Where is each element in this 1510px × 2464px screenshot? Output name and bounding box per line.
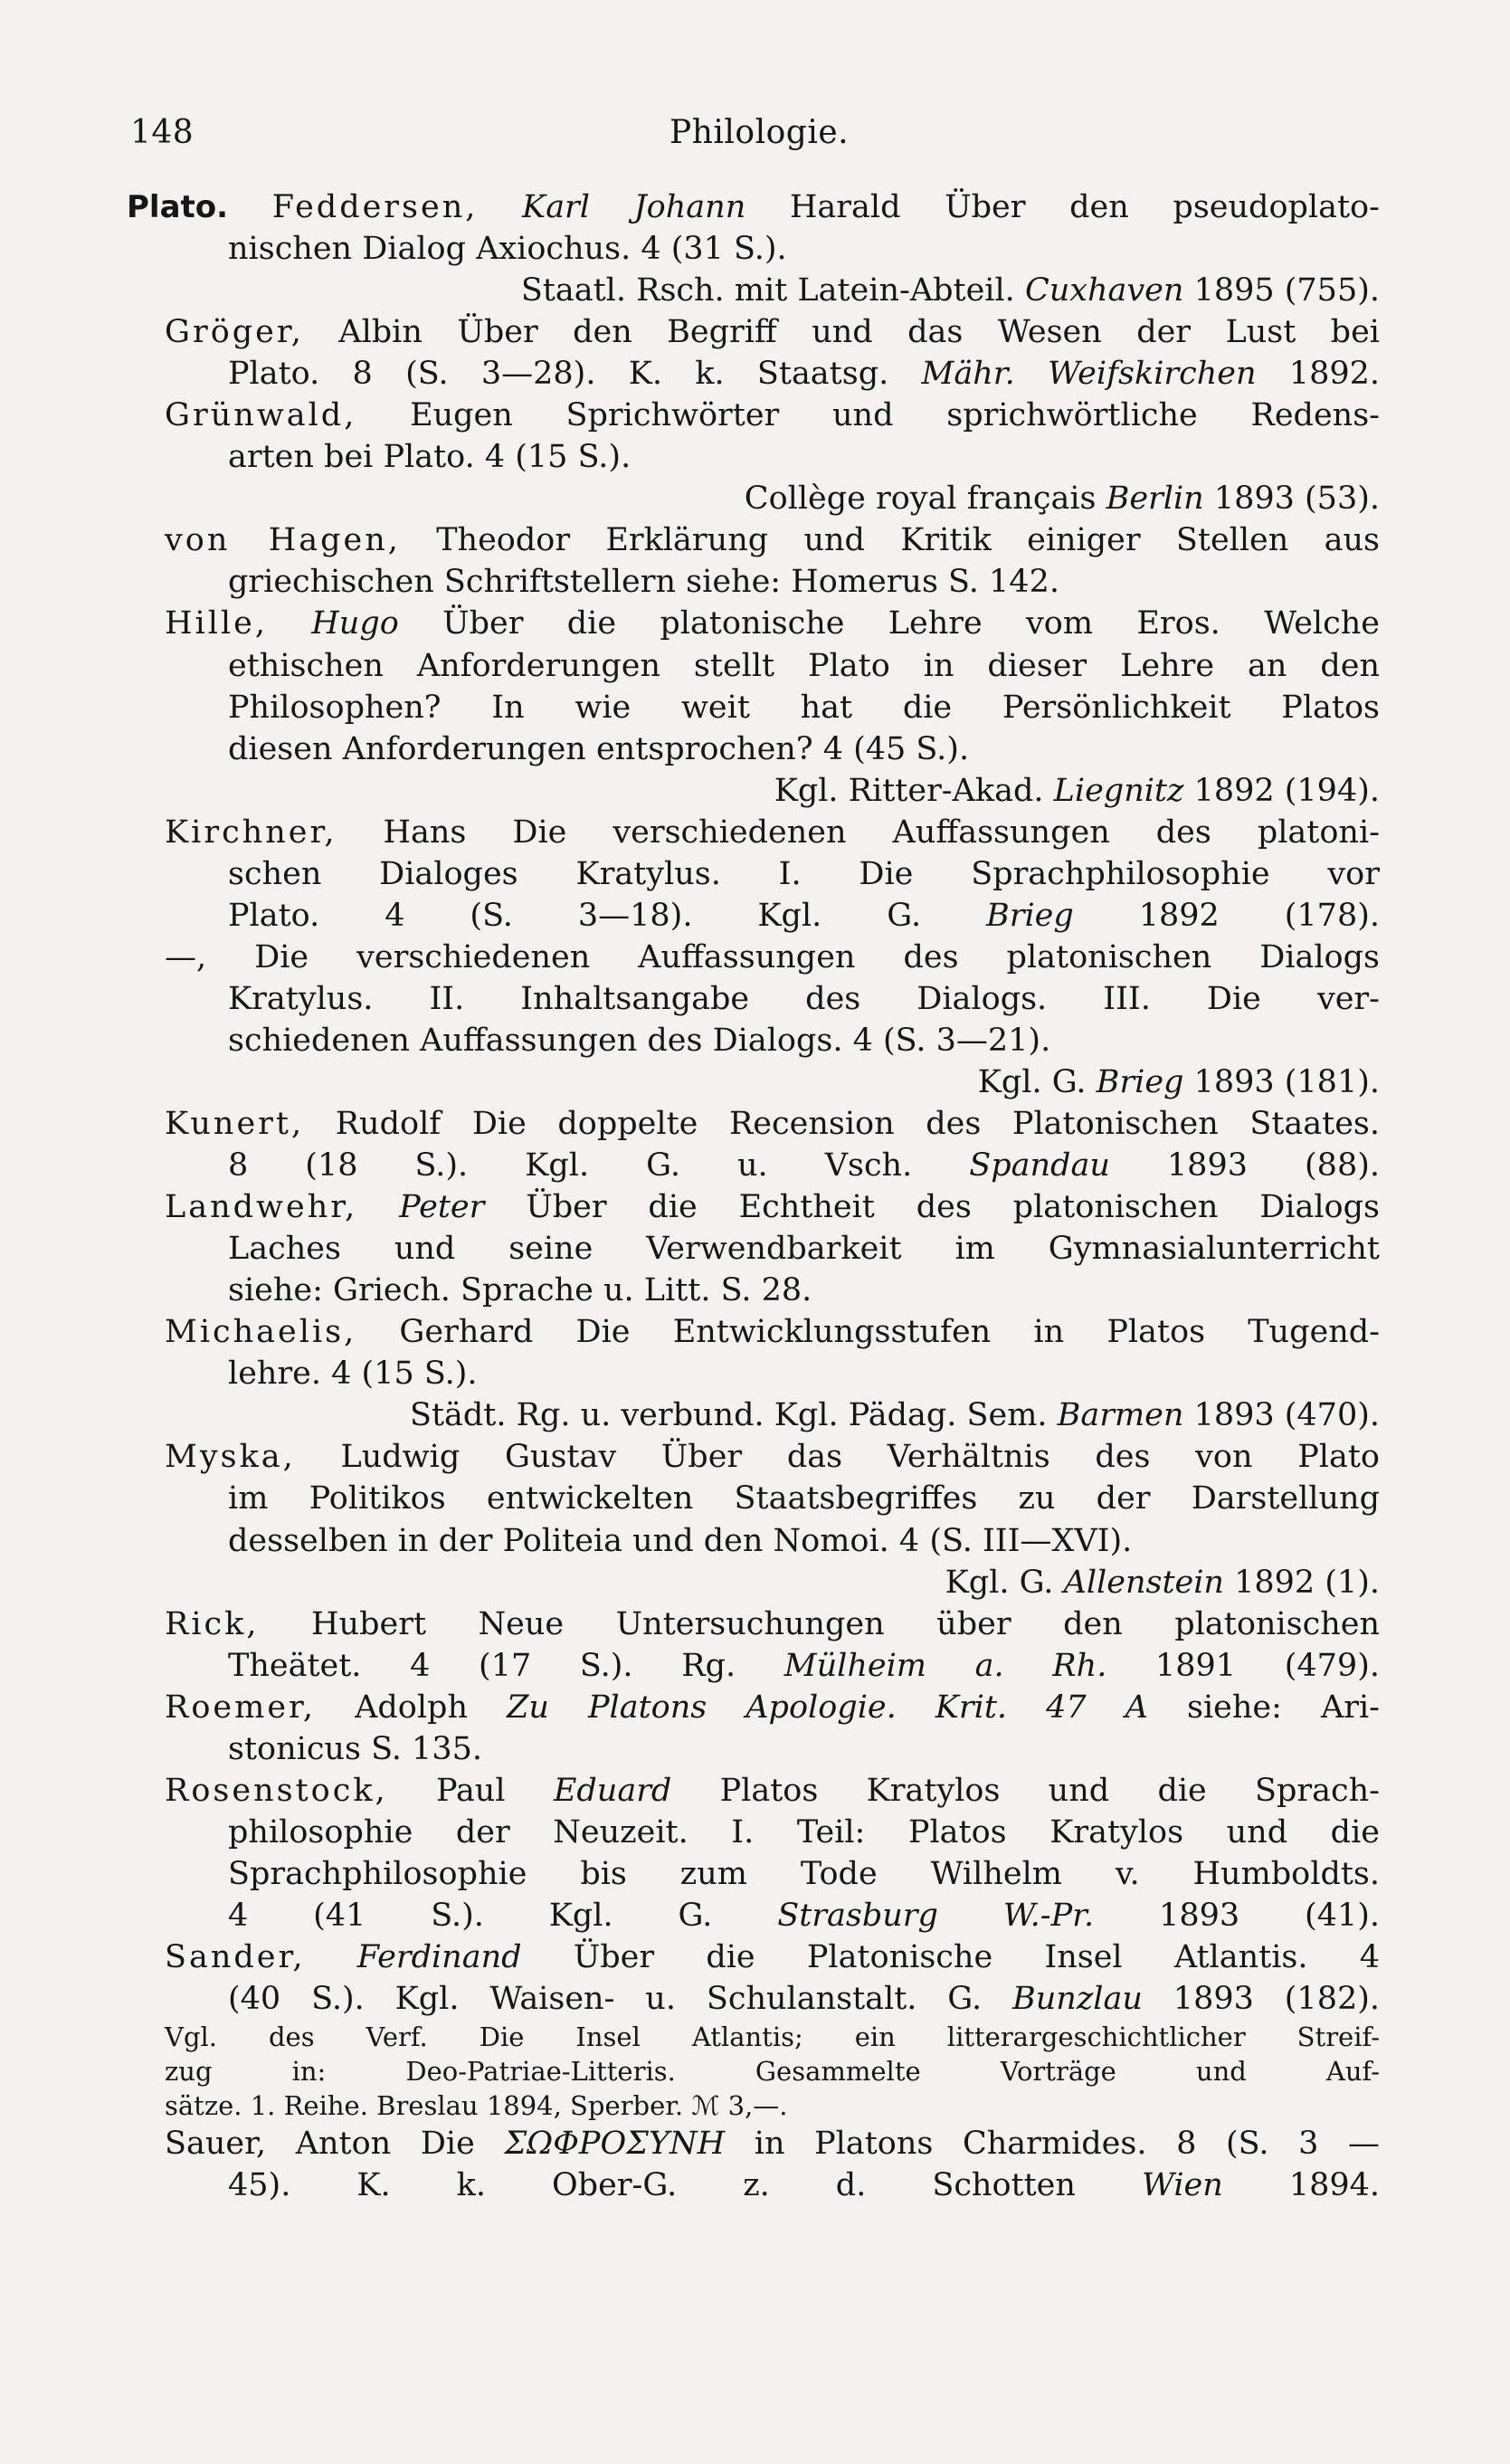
- entry-publication-line: Kgl. Ritter-Akad. Liegnitz 1892 (194).: [774, 772, 1380, 809]
- entry-publication-line: Kgl. G. Allenstein 1892 (1).: [945, 1564, 1380, 1601]
- author-surname: Gröger,: [165, 314, 304, 351]
- author-surname: Sander,: [165, 1938, 306, 1975]
- entry-note-line: zug in: Deo-Patriae-Litteris. Gesammelte Vorträge und Auf-: [165, 2056, 1380, 2088]
- author-surname: Landwehr,: [165, 1189, 358, 1226]
- entry-line: philosophie der Neuzeit. I. Teil: Platos Kratylos und die: [228, 1813, 1380, 1850]
- entry-line: siehe: Griech. Sprache u. Litt. S. 28.: [228, 1272, 812, 1309]
- entry-line: nischen Dialog Axiochus. 4 (31 S.).: [228, 231, 787, 268]
- author-surname: Hille,: [165, 605, 268, 642]
- entry-line: diesen Anforderungen entsprochen? 4 (45 S.).: [228, 730, 970, 767]
- entry-line: ethischen Anforderungen stellt Plato in dieser Lehre an den: [228, 647, 1380, 684]
- entry-line: —, Die verschiedenen Auffassungen des platonischen Dialogs: [165, 938, 1380, 975]
- entry-publication-line: Staatl. Rsch. mit Latein-Abteil. Cuxhaven 1895 (755).: [520, 272, 1380, 309]
- running-title: Philologie.: [670, 114, 850, 151]
- entry-publication-line: Plato. 8 (S. 3—28). K. k. Staatsg. Mähr. Weifskirchen 1892.: [228, 356, 1381, 393]
- author-surname: Rick,: [165, 1605, 260, 1642]
- entry-line: Hille, Hugo Über die platonische Lehre vom Eros. Welche: [165, 605, 1380, 642]
- entry-publication-line: Städt. Rg. u. verbund. Kgl. Pädag. Sem. Barmen 1893 (470).: [409, 1397, 1380, 1434]
- entry-line: Grünwald, Eugen Sprichwörter und sprichwörtliche Redens-: [165, 397, 1380, 434]
- author-surname: Grünwald,: [165, 397, 357, 434]
- author-surname: Sauer,: [165, 2126, 267, 2163]
- entry-publication-line: Theätet. 4 (17 S.). Rg. Mülheim a. Rh. 1891 (479).: [228, 1647, 1380, 1684]
- entry-line: Sprachphilosophie bis zum Tode Wilhelm v. Humboldts.: [228, 1855, 1380, 1892]
- entry-line: griechischen Schriftstellern siehe: Homerus S. 142.: [228, 564, 1059, 601]
- entry-line: im Politikos entwickelten Staatsbegriffes zu der Darstellung: [228, 1480, 1380, 1517]
- entry-line: arten bei Plato. 4 (15 S.).: [228, 439, 632, 476]
- author-surname: Kirchner,: [165, 813, 337, 851]
- author-forename: Hugo: [311, 605, 399, 642]
- author-surname: von Hagen,: [165, 522, 401, 559]
- entry-line: Landwehr, Peter Über die Echtheit des platonischen Dialogs: [165, 1189, 1380, 1226]
- entry-publication-line: 8 (18 S.). Kgl. G. u. Vsch. Spandau 1893 (88).: [228, 1147, 1380, 1184]
- entry-line: Roemer, Adolph Zu Platons Apologie. Krit. 47 A siehe: Ari-: [165, 1689, 1380, 1726]
- entry-line: Plato. Feddersen, Karl Johann Harald Über den pseudoplato-: [127, 189, 1380, 225]
- entry-line: Sander, Ferdinand Über die Platonische Insel Atlantis. 4: [165, 1938, 1380, 1975]
- author-surname: Myska,: [165, 1439, 296, 1476]
- entry-publication-line: (40 S.). Kgl. Waisen- u. Schulanstalt. G. Bunzlau 1893 (182).: [228, 1981, 1381, 2018]
- entry-line: desselben in der Politeia und den Nomoi. 4 (S. III—XVI).: [228, 1522, 1133, 1559]
- author-surname: Michaelis,: [165, 1314, 357, 1351]
- author-surname: Roemer,: [165, 1689, 317, 1726]
- page-header: [127, 114, 1393, 159]
- entry-publication-line: 45). K. k. Ober-G. z. d. Schotten Wien 1894.: [228, 2167, 1381, 2204]
- author-surname: Kunert,: [165, 1106, 305, 1143]
- entry-note-line: sätze. 1. Reihe. Breslau 1894, Sperber. ℳ 3,—.: [165, 2090, 788, 2122]
- entry-line: Rick, Hubert Neue Untersuchungen über den platonischen: [165, 1605, 1380, 1642]
- entry-line: Rosenstock, Paul Eduard Platos Kratylos und die Sprach-: [165, 1772, 1380, 1809]
- entry-line: Gröger, Albin Über den Begriff und das Wesen der Lust bei: [165, 314, 1380, 351]
- entry-line: Sauer, Anton Die ΣΩΦΡΟΣΥΝΗ in Platons Charmides. 8 (S. 3 —: [165, 2126, 1381, 2163]
- entry-publication-line: 4 (41 S.). Kgl. G. Strasburg W.-Pr. 1893 (41).: [228, 1897, 1380, 1934]
- entry-line: Michaelis, Gerhard Die Entwicklungsstufen in Platos Tugend-: [165, 1314, 1380, 1351]
- entry-publication-line: Collège royal français Berlin 1893 (53).: [744, 480, 1380, 518]
- author-surname: Feddersen,: [271, 189, 479, 225]
- author-forename: Karl Johann: [522, 189, 746, 225]
- entry-line: Kratylus. II. Inhaltsangabe des Dialogs. III. Die ver-: [228, 980, 1380, 1017]
- entry-publication-line: Plato. 4 (S. 3—18). Kgl. G. Brieg 1892 (178).: [228, 897, 1380, 934]
- author-surname: Rosenstock,: [165, 1772, 388, 1809]
- entry-line: Philosophen? In wie weit hat die Persönlichkeit Platos: [228, 689, 1380, 726]
- page-number: 148: [130, 114, 195, 151]
- author-forename: Peter: [399, 1189, 485, 1226]
- section-heading: Plato.: [127, 189, 229, 225]
- entry-line: stonicus S. 135.: [228, 1730, 482, 1767]
- entry-line: schiedenen Auffassungen des Dialogs. 4 (S. 3—21).: [228, 1022, 1051, 1059]
- entry-line: lehre. 4 (15 S.).: [228, 1356, 478, 1393]
- entry-line: Kirchner, Hans Die verschiedenen Auffassungen des platoni-: [165, 813, 1380, 851]
- entry-line: schen Dialoges Kratylus. I. Die Sprachphilosophie vor: [228, 855, 1380, 892]
- entry-line: Kunert, Rudolf Die doppelte Recension des Platonischen Staates.: [165, 1106, 1380, 1143]
- bibliography-body: [127, 186, 1380, 2206]
- entry-note-line: Vgl. des Verf. Die Insel Atlantis; ein litterargeschichtlicher Streif-: [165, 2022, 1380, 2053]
- author-forename: Ferdinand: [356, 1938, 522, 1975]
- entry-line: Laches und seine Verwendbarkeit im Gymnasialunterricht: [228, 1231, 1380, 1268]
- entry-publication-line: Kgl. G. Brieg 1893 (181).: [977, 1063, 1380, 1100]
- entry-line: von Hagen, Theodor Erklärung und Kritik einiger Stellen aus: [165, 522, 1380, 559]
- entry-line: Myska, Ludwig Gustav Über das Verhältnis des von Plato: [165, 1439, 1380, 1476]
